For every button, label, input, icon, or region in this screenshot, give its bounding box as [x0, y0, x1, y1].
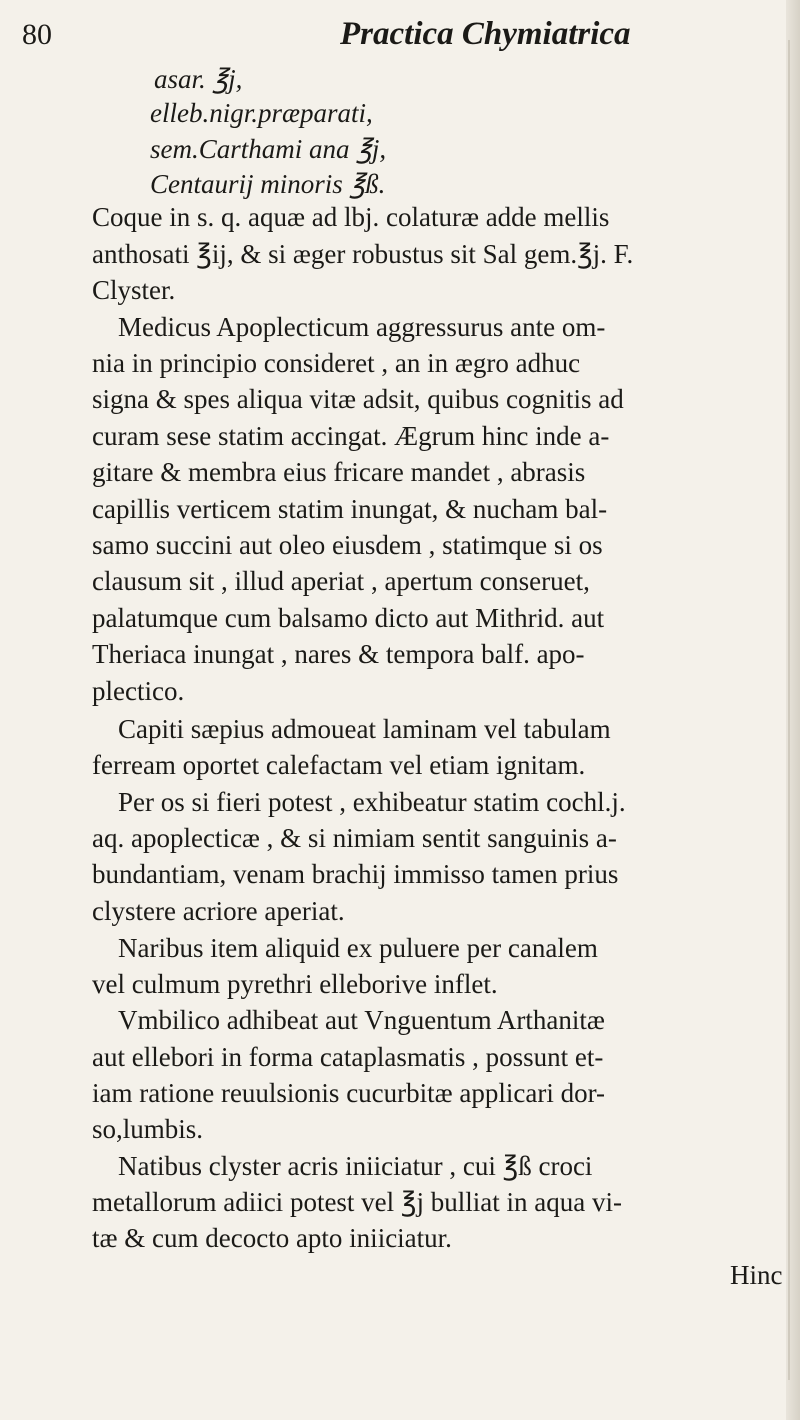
text-line-8: Medicus Apoplecticum aggressurus ante om-	[118, 312, 606, 342]
running-title: Practica Chymiatrica	[340, 16, 631, 52]
text-line-33: tæ & cum decocto apto iniiciatur.	[92, 1223, 452, 1253]
text-line-9: nia in principio consideret , an in ægro adhuc	[92, 348, 581, 378]
text-line-30: so,lumbis.	[92, 1114, 204, 1144]
text-line-25: Naribus item aliquid ex puluere per canalem	[118, 933, 598, 963]
text-line-7: Clyster.	[92, 275, 176, 305]
text-line-31: Natibus clyster acris iniiciatur , cui ℥ß croci	[118, 1151, 593, 1181]
text-line-13: capillis verticem statim inungat, & nucham bal-	[92, 494, 608, 524]
recipe-line-4: Centaurij minoris ℥ß.	[150, 169, 386, 199]
text-line-6: anthosati ℥ij, & si æger robustus sit Sal gem.℥j. F.	[92, 239, 634, 269]
recipe-line-1: asar. ℥j,	[154, 64, 243, 94]
text-line-29: iam ratione reuulsionis cucurbitæ applicari dor-	[92, 1078, 606, 1108]
text-line-16: palatumque cum balsamo dicto aut Mithrid. aut	[92, 603, 605, 633]
text-line-21: Per os si fieri potest , exhibeatur statim cochl.j.	[118, 787, 626, 817]
text-line-24: clystere acriore aperiat.	[92, 896, 345, 926]
text-line-28: aut ellebori in forma cataplasmatis , possunt et-	[92, 1042, 604, 1072]
text-line-14: samo succini aut oleo eiusdem , statimque si os	[92, 530, 603, 560]
text-line-10: signa & spes aliqua vitæ adsit, quibus cognitis ad	[92, 384, 624, 414]
text-line-19: Capiti sæpius admoueat laminam vel tabulam	[118, 714, 611, 744]
text-line-17: Theriaca inungat , nares & tempora balf. apo-	[92, 639, 585, 669]
text-line-12: gitare & membra eius fricare mandet , abrasis	[92, 457, 586, 487]
text-line-11: curam sese statim accingat. Ægrum hinc inde a-	[92, 421, 610, 451]
text-line-22: aq. apoplecticæ , & si nimiam sentit sanguinis a-	[92, 823, 617, 853]
text-line-23: bundantiam, venam brachij immisso tamen prius	[92, 859, 619, 889]
text-line-15: clausum sit , illud aperiat , apertum conseruet,	[92, 566, 590, 596]
text-line-5: Coque in s. q. aquæ ad lbj. colaturæ adde mellis	[92, 202, 610, 232]
page-edge-shadow	[788, 40, 790, 1380]
text-line-26: vel culmum pyrethri elleborive inflet.	[92, 969, 498, 999]
text-line-27: Vmbilico adhibeat aut Vnguentum Arthanitæ	[118, 1005, 605, 1035]
text-line-32: metallorum adiici potest vel ℥j bulliat in aqua vi-	[92, 1187, 622, 1217]
text-line-20: ferream oportet calefactam vel etiam ignitam.	[92, 750, 586, 780]
page-header	[22, 14, 762, 64]
catchword: Hinc	[730, 1260, 783, 1290]
page-number: 80	[22, 18, 52, 51]
recipe-line-2: elleb.nigr.præparati,	[150, 98, 373, 128]
text-line-18: plectico.	[92, 676, 185, 706]
recipe-line-3: sem.Carthami ana ℥j,	[150, 134, 387, 164]
